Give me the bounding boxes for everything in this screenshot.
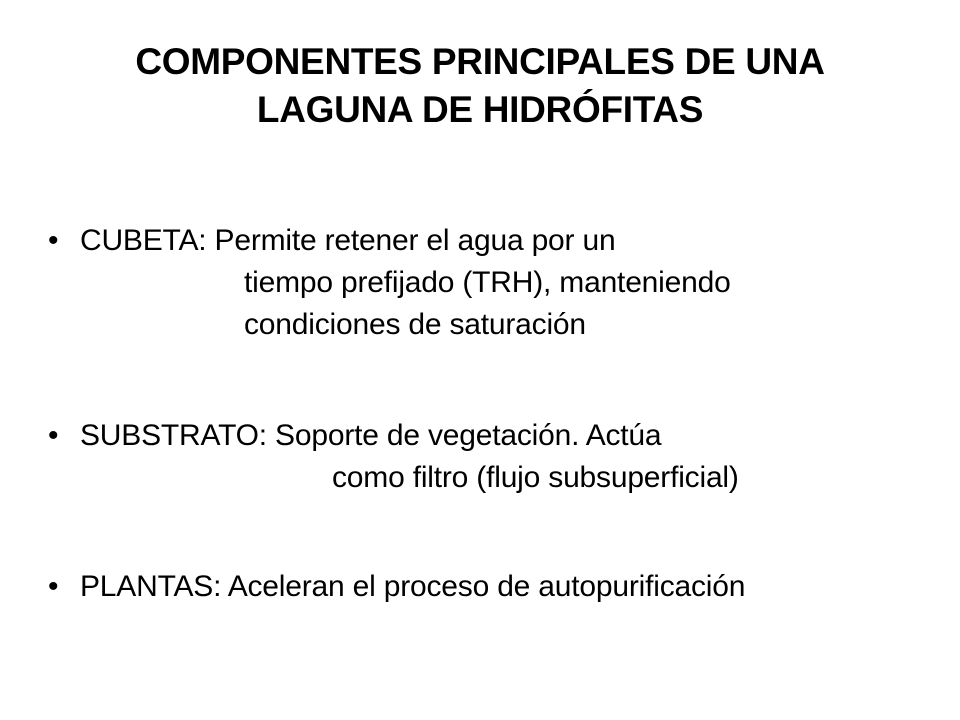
bullet-dot-icon: • <box>48 570 59 603</box>
bullet-cubeta <box>48 220 731 346</box>
bullet-plantas-line-1: PLANTAS: Aceleran el proceso de autopurificación <box>80 570 746 603</box>
slide-title <box>0 38 960 134</box>
title-line-1: COMPONENTES PRINCIPALES DE UNA <box>135 41 825 82</box>
bullet-dot-icon: • <box>48 419 59 452</box>
bullet-substrato-line-2: como filtro (flujo subsuperficial) <box>332 461 739 494</box>
bullet-plantas <box>48 566 745 608</box>
bullet-substrato-line-1: SUBSTRATO: Soporte de vegetación. Actúa <box>80 419 662 452</box>
bullet-cubeta-line-2: tiempo prefijado (TRH), manteniendo <box>244 266 731 299</box>
bullet-substrato <box>48 415 739 499</box>
title-line-2: LAGUNA DE HIDRÓFITAS <box>256 89 704 130</box>
bullet-cubeta-line-1: CUBETA: Permite retener el agua por un <box>80 224 616 257</box>
bullet-dot-icon: • <box>48 224 59 257</box>
bullet-cubeta-line-3: condiciones de saturación <box>244 308 586 341</box>
